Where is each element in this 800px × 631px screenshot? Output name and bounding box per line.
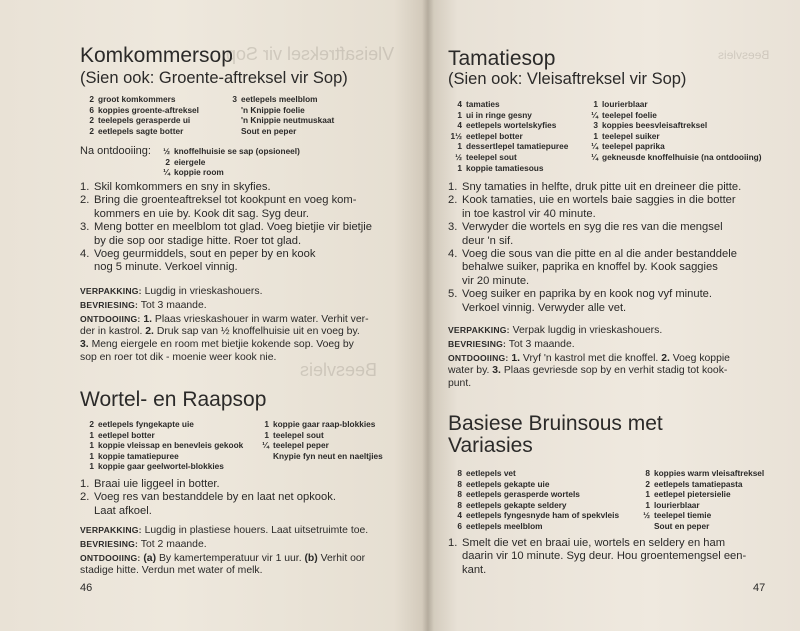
packing-label: VERPAKKING: (448, 325, 510, 335)
bleed-through-text: Vleisaftreksel vir Sop (226, 44, 395, 64)
method-steps (80, 181, 372, 275)
bleed-through-text: Beesvleis (300, 360, 378, 380)
ingredient-item: 8 eetlepels gekapte uie (457, 478, 550, 489)
ingredient-item: 1 eetlepel botter (89, 429, 155, 440)
ingredient-item: ¼ teelepel foelie (591, 109, 657, 120)
ingredient-item: 2 groot komkommers (89, 94, 176, 104)
freezing-label: BEVRIESING: (80, 299, 139, 310)
ingredient-item: 8 eetlepels gerasperde wortels (457, 489, 580, 500)
ingredient-item: Knypie fyn neut en naeltjies (273, 450, 383, 461)
ingredient-item: ½ knoffelhuisie se sap (opsioneel) (163, 146, 300, 156)
ingredient-item: 6 eetlepels meelblom (457, 520, 543, 531)
ingredient-item: ¼ gekneusde knoffelhuisie (na ontdooiing) (591, 151, 762, 162)
ingredient-item: 1½ eetlepel botter (450, 130, 523, 141)
ingredient-item: 4 tamaties (457, 99, 500, 109)
method-step: 1. Sny tamaties in helfte, druk pitte uit en dreineer die pitte. (448, 181, 742, 193)
method-step: 4. Voeg die sous van die pitte en al die ander bestanddele behalwe suiker, paprika en knoffel by. Kook saggies vir 20 minute. (448, 248, 737, 287)
freezing-notes: VERPAKKING: Lugdig in vrieskashouers. BEVRIESING: Tot 3 maande. ONTDOOIING: 1. Plaas vrieskashouer in warm water. Verhit ver- der in kastrol. 2. Druk sap van ½ knoffelhuisie uit en voeg by. 3. Meng eiergele en room met bietjie kokende sop. Voeg by sop en roer tot dik - moenie weer kook nie. (80, 286, 369, 363)
ingredient-item: 1 koppie tamatiesous (457, 162, 544, 173)
packing-text: Lugdig in plastiese houers. Laat uitsetruimte toe. (144, 525, 369, 536)
packing-label: VERPAKKING: (80, 525, 142, 535)
ingredient-item: ¼ teelepel paprika (591, 141, 665, 152)
recipe-title: Tamatiesop (448, 47, 556, 70)
ingredient-item: 3 eetlepels meelblom (232, 94, 318, 104)
ingredient-item: 1 lourierblaar (645, 499, 700, 510)
ingredient-item: ¼ teelepel peper (262, 440, 329, 451)
ingredient-item: 2 eetlepels sagte botter (89, 125, 184, 136)
page-number: 46 (80, 582, 93, 594)
ingredient-item: 1 eetlepel pietersielie (645, 489, 731, 500)
method-step: 4. Voeg geurmiddels, sout en peper by en kook nog 5 minute. Verkoel vinnig. (80, 248, 316, 274)
ingredient-item: 1 koppie gaar raap-blokkies (264, 419, 376, 429)
ingredient-item: 4 eetlepels wortelskyfies (457, 120, 557, 131)
freezing-label: BEVRIESING: (80, 538, 139, 549)
method-step: 2. Kook tamaties, uie en wortels baie saggies in die botter in toe kastrol vir 40 minute. (448, 194, 736, 220)
packing-label: VERPAKKING: (80, 286, 142, 296)
recipe-title: Wortel- en Raapsop (80, 388, 267, 411)
ingredient-item: 2 eetlepels tamatiepasta (645, 478, 743, 489)
recipe-subtitle: (Sien ook: Vleisaftreksel vir Sop) (448, 70, 687, 88)
packing-text: Lugdig in vrieskashouers. (144, 286, 263, 297)
ingredient-list (80, 94, 199, 136)
method-steps (448, 537, 746, 577)
method-step: 2. Bring die groenteaftreksel tot kookpunt en voeg kom- kommers en uie by. Kook dit sag. Syg deur. (80, 194, 357, 220)
freezing-text: Tot 2 maande. (140, 538, 207, 550)
packing-text: Verpak lugdig in vrieskashouers. (512, 325, 663, 336)
ingredient-item: 1 teelepel suiker (593, 130, 660, 141)
method-step: 1. Smelt die vet en braai uie, wortels en seldery en ham daarin vir 10 minute. Syg deur. Hou groentemengsel een- kant. (448, 537, 747, 576)
bleed-through-text: Beesvleis (718, 48, 770, 62)
recipe-subtitle: (Sien ook: Groente-aftreksel vir Sop) (80, 69, 348, 87)
recipe-title: Komkommersop (80, 44, 233, 67)
method-step: 3. Meng botter en meelblom tot glad. Voeg bietjie vir bietjie by die sop oor stadige hitte. Roer tot glad. (80, 221, 372, 247)
ingredient-list (80, 419, 243, 472)
ingredient-item: 1 koppie tamatiepuree (89, 450, 179, 461)
ingredient-item: Sout en peper (654, 520, 710, 531)
ingredient-item: 1 lourierblaar (593, 99, 648, 109)
ingredient-item: 8 eetlepels gekapte seldery (457, 499, 567, 510)
recipe-title: Basiese Bruinsous met (448, 412, 663, 435)
ingredient-list (448, 468, 619, 532)
ingredient-item: 4 eetlepels fyngesnyde ham of spekvleis (457, 510, 620, 521)
recipe-title-line2: Variasies (448, 434, 533, 457)
ingredient-item: ½ teelepel sout (455, 151, 517, 162)
ingredient-item: 1 ui in ringe gesny (457, 109, 532, 120)
freezing-label: BEVRIESING: (448, 338, 507, 349)
ingredient-item: ¼ koppie room (163, 167, 224, 178)
ingredient-item: 3 koppies beesvleisaftreksel (593, 120, 708, 131)
ingredient-item: 2 eiergele (165, 156, 206, 167)
book-gutter (422, 0, 434, 631)
freezing-notes: VERPAKKING: Lugdig in plastiese houers. Laat uitsetruimte toe. BEVRIESING: Tot 2 maande. ONTDOOIING: (a) By kamertemperatuur vir 1 uur. (b) Verhit oor stadige hitte. Verdun met water of melk. (80, 525, 369, 577)
method-step: 2. Voeg res van bestanddele by en laat net opkook. Laat afkoel. (80, 491, 336, 517)
ingredient-item: 2 eetlepels fyngekapte uie (89, 419, 194, 429)
ingredient-item: 2 teelepels gerasperde ui (89, 115, 191, 126)
thawing-label: ONTDOOIING: (80, 313, 141, 324)
ingredient-item: 1 koppie vleissap en benevleis gekook (89, 440, 244, 451)
ingredient-list (448, 99, 568, 173)
method-steps (448, 181, 741, 315)
method-step: 5. Voeg suiker en paprika by en kook nog vyf minute. Verkoel vinnig. Verwyder alle vet. (448, 288, 713, 314)
thawing-label: ONTDOOIING: (80, 552, 141, 563)
ingredient-item: 'n Knippie neutmuskaat (241, 115, 335, 126)
right-page (428, 0, 800, 631)
thaw-label: Na ontdooiing: (80, 145, 151, 157)
thawing-label: ONTDOOIING: (448, 352, 509, 363)
ingredient-list (636, 468, 764, 532)
ingredient-item: 6 koppies groente-aftreksel (89, 104, 199, 115)
ingredient-list (584, 99, 762, 163)
method-step: 1. Skil komkommers en sny in skyfies. (80, 181, 271, 193)
ingredient-item: 1 dessertlepel tamatiepuree (457, 141, 569, 152)
ingredient-item: 'n Knippie foelie (241, 104, 305, 115)
page-number: 47 (753, 582, 766, 594)
ingredient-item: 1 koppie gaar geelwortel-blokkies (89, 461, 224, 472)
ingredient-item: ½ teelepel tiemie (643, 510, 712, 521)
method-step: 1. Braai uie liggeel in botter. (80, 478, 220, 490)
thaw-ingredient-list (156, 146, 300, 178)
freezing-text: Tot 3 maande. (508, 338, 575, 350)
ingredient-list (223, 94, 334, 136)
ingredient-item: 1 teelepel sout (264, 429, 324, 440)
ingredient-item: 8 eetlepels vet (457, 468, 516, 478)
method-steps (80, 478, 336, 518)
ingredient-item: Sout en peper (241, 125, 297, 136)
ingredient-item: 8 koppies warm vleisaftreksel (645, 468, 765, 478)
freezing-notes: VERPAKKING: Verpak lugdig in vrieskashouers. BEVRIESING: Tot 3 maande. ONTDOOIING: 1. Vryf 'n kastrol met die knoffel. 2. Voeg koppie water by. 3. Plaas gevriesde sop by en verhit stadig tot kook- punt. (448, 325, 730, 390)
freezing-text: Tot 3 maande. (140, 299, 207, 311)
method-step: 3. Verwyder die wortels en syg die res van die mengsel deur 'n sif. (448, 221, 723, 247)
ingredient-list (255, 419, 383, 461)
